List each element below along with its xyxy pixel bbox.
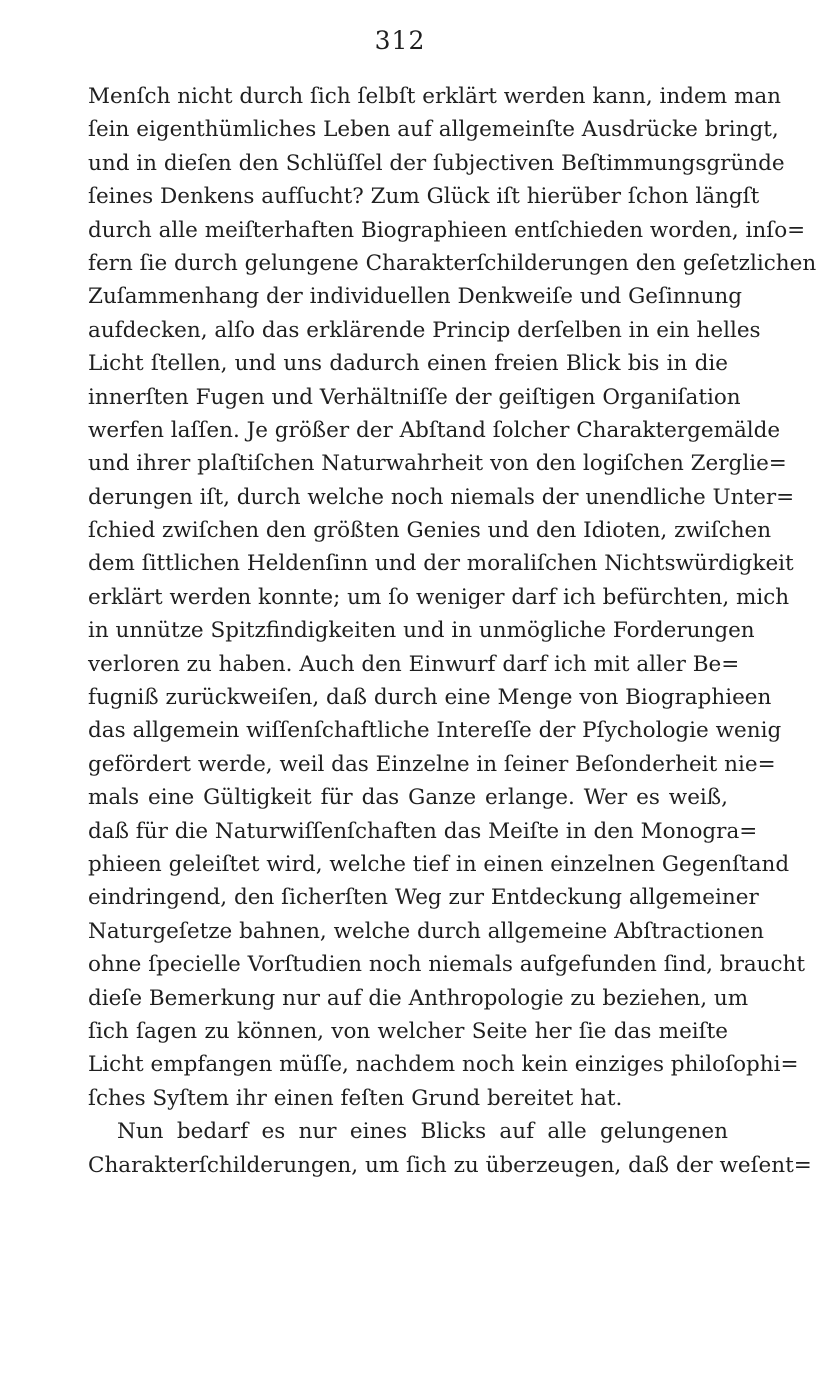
text-line: das allgemein wiſſenſchaftliche Intereſſe der Pſychologie wenig (88, 718, 782, 744)
text-line: ſein eigenthümliches Leben auf allgemeinſte Ausdrücke bringt, (88, 117, 779, 143)
text-line: in unnütze Spitzfindigkeiten und in unmögliche Forderungen (88, 618, 755, 644)
text-line: ſich ſagen zu können, von welcher Seite her ſie das meiſte (88, 1018, 728, 1044)
text-line: Nun bedarf es nur eines Blicks auf alle gelungenen (117, 1119, 728, 1145)
text-line: Naturgeſetze bahnen, welche durch allgemeine Abſtractionen (88, 918, 765, 944)
text-line: mals eine Gültigkeit für das Ganze erlange. Wer es weiß, (88, 785, 728, 811)
text-line: erklärt werden konnte; um ſo weniger darf ich befürchten, mich (88, 584, 790, 610)
page-number: 312 (374, 26, 426, 55)
text-line: Zuſammenhang der individuellen Denkweiſe und Geſinnung (88, 284, 743, 310)
text-line: Charakterſchilderungen, um ſich zu überzeugen, daß der weſent= (88, 1152, 812, 1178)
text-line: derungen iſt, durch welche noch niemals der unendliche Unter= (88, 484, 795, 510)
text-line: ſeines Denkens aufſucht? Zum Glück iſt hierüber ſchon längſt (88, 184, 760, 210)
text-line: ſches Syſtem ihr einen feſten Grund bereitet hat. (88, 1085, 623, 1111)
text-line: daß für die Naturwiſſenſchaften das Meiſte in den Monogra= (88, 818, 758, 844)
text-line: durch alle meiſterhaften Biographieen entſchieden worden, inſo= (88, 217, 806, 243)
text-line: phieen geleiſtet wird, welche tief in einen einzelnen Gegenſtand (88, 851, 790, 877)
text-line: und in dieſen den Schlüſſel der ſubjectiven Beſtimmungsgründe (88, 150, 785, 176)
text-line: Licht ſtellen, und uns dadurch einen freien Blick bis in die (88, 351, 728, 377)
text-line: fugniß zurückweiſen, daß durch eine Menge von Biographieen (88, 685, 772, 711)
text-line: fern ſie durch gelungene Charakterſchilderungen den geſetzlichen (88, 250, 816, 276)
text-line: innerſten Fugen und Verhältniſſe der geiſtigen Organiſation (88, 384, 741, 410)
text-line: Menſch nicht durch ſich ſelbſt erklärt werden kann, indem man (88, 84, 782, 109)
text-line: verloren zu haben. Auch den Einwurf darf ich mit aller Be= (88, 651, 740, 677)
text-line: eindringend, den ſicherſten Weg zur Entdeckung allgemeiner (88, 885, 759, 911)
text-line: gefördert werde, weil das Einzelne in ſeiner Beſonderheit nie= (88, 751, 776, 777)
text-line: aufdecken, alſo das erklärende Princip derſelben in ein helles (88, 317, 761, 343)
text-line: ohne ſpecielle Vorſtudien noch niemals aufgefunden ſind, braucht (88, 952, 806, 978)
text-line: ſchied zwiſchen den größten Genies und den Idioten, zwiſchen (88, 518, 772, 544)
text-line: werfen laſſen. Je größer der Abſtand ſolcher Charaktergemälde (88, 417, 781, 443)
body-text (88, 80, 816, 1182)
text-line: und ihrer plaſtiſchen Naturwahrheit von den logiſchen Zerglie= (88, 451, 787, 477)
text-line: dem ſittlichen Heldenſinn und der moraliſchen Nichtswürdigkeit (88, 551, 794, 577)
text-line: Licht empfangen müſſe, nachdem noch kein einziges philoſophi= (88, 1052, 799, 1078)
text-line: dieſe Bemerkung nur auf die Anthropologie zu beziehen, um (88, 985, 749, 1011)
